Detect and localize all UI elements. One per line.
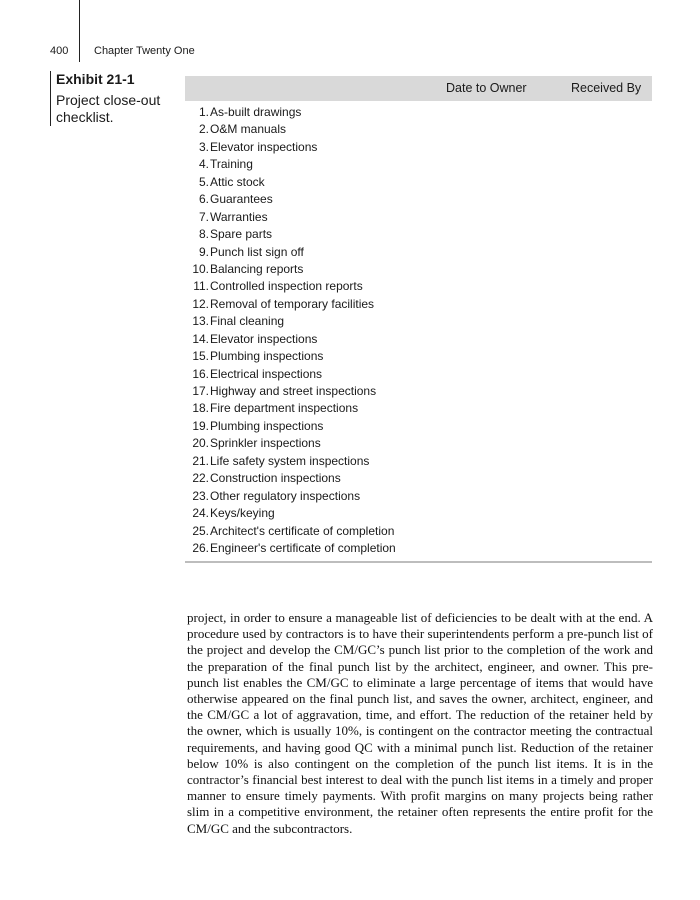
row-item: Elevator inspections (210, 331, 318, 346)
column-header-date-to-owner: Date to Owner (446, 81, 527, 95)
table-row (185, 121, 652, 138)
row-number: 2. (198, 122, 209, 137)
row-number: 21. (192, 453, 209, 468)
row-number: 3. (198, 139, 209, 154)
checklist-table (185, 76, 652, 563)
table-row (185, 226, 652, 243)
header-rule (79, 0, 80, 62)
row-item: Balancing reports (210, 261, 304, 276)
row-item: Final cleaning (210, 314, 285, 329)
table-row (185, 104, 652, 121)
row-item: Electrical inspections (210, 366, 323, 381)
table-row (185, 191, 652, 208)
row-item: Architect's certificate of completion (210, 523, 395, 538)
row-number: 22. (192, 471, 209, 486)
table-row (185, 244, 652, 261)
table-row (185, 156, 652, 173)
row-item: Removal of temporary facilities (210, 296, 375, 311)
row-item: Controlled inspection reports (210, 279, 363, 294)
body-paragraph: project, in order to ensure a manageable list of deficiencies to be dealt with at the end. A procedure used by contractors is to have their superintendents perform a pre-punch list of the project and develop the CM/GC’s punch list prior to the completion of the work and the preparation of the final punch list by the architect, engineer, and owner. This pre-punch list enables the CM/GC to eliminate a large percentage of items that would have otherwise appeared on the final punch list, and saves the owner, architect, engineer, and the CM/GC a lot of aggravation, time, and effort. The reduction of the retainer held by the owner, which is usually 10%, is contingent on the contractor meeting the contractual requirements, and having good QC with a minimal punch list. Reduction of the retainer below 10% is also contingent on the completion of the punch list items. It is in the contractor’s financial best interest to deal with the punch list items in a timely and proper manner to ensure timely payments. With profit margins on many projects being rather slim in a competitive environment, the retainer often represents the entire profit for the CM/GC and the subcontractors. (187, 610, 653, 836)
row-item: As-built drawings (210, 105, 302, 119)
row-number: 15. (192, 349, 209, 364)
row-number: 25. (192, 523, 209, 538)
row-number: 18. (192, 401, 209, 416)
column-header-received-by: Received By (571, 81, 642, 95)
row-item: Highway and street inspections (210, 384, 377, 398)
row-number: 26. (192, 540, 209, 555)
table-row (185, 348, 652, 365)
row-item: Training (210, 157, 253, 172)
page-number: 400 (50, 45, 69, 57)
row-number: 1. (198, 105, 209, 119)
table-row (185, 296, 652, 313)
row-item: Fire department inspections (210, 401, 359, 416)
row-item: Punch list sign off (210, 244, 304, 259)
row-item: O&M manuals (210, 122, 287, 137)
row-item: Warranties (210, 209, 268, 224)
row-number: 9. (198, 244, 209, 259)
row-item: Elevator inspections (210, 139, 318, 154)
row-number: 6. (198, 192, 209, 207)
row-item: Keys/keying (210, 506, 275, 521)
row-item: Other regulatory inspections (210, 488, 361, 503)
row-number: 12. (192, 296, 209, 311)
exhibit-sidebar (50, 71, 176, 126)
table-row (185, 453, 652, 470)
exhibit-label: Exhibit 21-1 (56, 71, 135, 87)
table-row (185, 366, 652, 383)
table-row (185, 523, 652, 540)
row-item: Guarantees (210, 192, 273, 207)
row-item: Spare parts (210, 227, 273, 242)
row-number: 16. (192, 366, 209, 381)
row-item: Engineer's certificate of completion (210, 540, 396, 555)
row-item: Plumbing inspections (210, 349, 324, 364)
row-number: 11. (193, 279, 209, 294)
table-row (185, 278, 652, 295)
row-number: 4. (198, 157, 209, 172)
row-number: 13. (192, 314, 209, 329)
table-header (185, 76, 652, 101)
table-row (185, 470, 652, 487)
row-item: Life safety system inspections (210, 453, 370, 468)
row-item: Plumbing inspections (210, 418, 324, 433)
table-row (185, 383, 652, 400)
row-number: 20. (192, 436, 209, 451)
row-item: Construction inspections (210, 471, 341, 486)
table-row (185, 505, 652, 522)
table-row (185, 331, 652, 348)
row-number: 19. (192, 418, 209, 433)
table-row (185, 418, 652, 435)
row-number: 14. (192, 331, 209, 346)
table-body (185, 101, 652, 557)
row-item: Attic stock (210, 174, 265, 189)
table-row (185, 261, 652, 278)
row-number: 10. (192, 261, 209, 276)
chapter-title: Chapter Twenty One (94, 45, 195, 57)
table-row (185, 139, 652, 156)
exhibit-caption: Project close-out checklist. (56, 92, 161, 125)
table-row (185, 540, 652, 557)
table-row (185, 313, 652, 330)
row-number: 5. (198, 174, 209, 189)
row-number: 8. (198, 227, 209, 242)
row-number: 17. (192, 384, 209, 398)
table-row (185, 488, 652, 505)
table-row (185, 400, 652, 417)
table-bottom-rule (185, 561, 652, 563)
table-row (185, 174, 652, 191)
row-number: 24. (192, 506, 209, 521)
table-row (185, 209, 652, 226)
table-row (185, 435, 652, 452)
row-number: 7. (198, 209, 209, 224)
row-item: Sprinkler inspections (210, 436, 321, 451)
row-number: 23. (192, 488, 209, 503)
